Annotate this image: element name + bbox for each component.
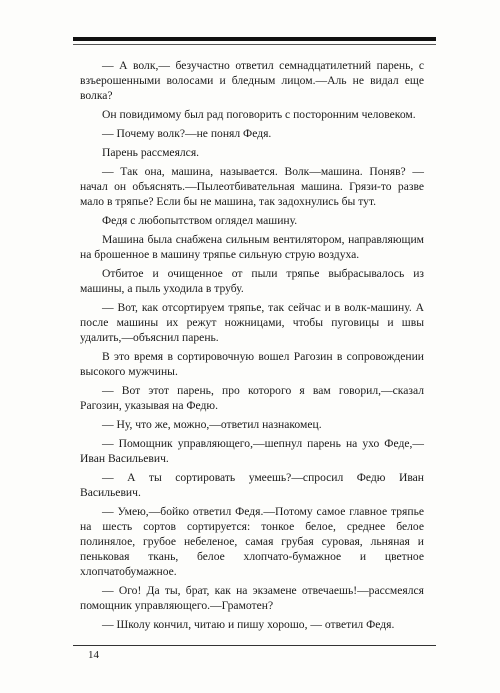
bottom-rule [73, 645, 436, 646]
paragraph: — А волк,— безучастно ответил семнадцатилетний парень, с взъерошенными волосами и бледным лицом.—Аль не видал еще волка? [80, 59, 424, 103]
top-rule [73, 37, 436, 41]
paragraph: Отбитое и очищенное от пыли тряпье выбрасывалось из машины, а пыль уходила в трубу. [80, 266, 424, 295]
paragraph: — Вот этот парень, про которого я вам говорил,—сказал Рагозин, указывая на Федю. [80, 383, 424, 412]
paragraph: — Ого! Да ты, брат, как на экзамене отвечаешь!—рассмеялся помощник управляющего.—Грамотен? [80, 584, 424, 613]
body-text [80, 58, 424, 636]
paragraph: Федя с любопытством оглядел машину. [102, 213, 298, 227]
page-number: 14 [88, 649, 99, 661]
paragraph: — Вот, как отсортируем тряпье, так сейчас и в волк-машину. А после машины их режут ножницами, чтобы пуговицы и швы удалить,—объяснил парень. [80, 300, 424, 344]
top-rule-thin [73, 44, 436, 45]
paragraph: Он повидимому был рад поговорить с посторонним человеком. [102, 108, 416, 122]
paragraph: — Умею,—бойко ответил Федя.—Потому самое главное тряпье на шесть сортов сортируется: тонкое белое, среднее белое полинялое, грубое небеленое, самая грубая суровая, льняная и пеньковая ткань, белое хлопчато-бумажное и цветное хлопчатобумажное. [80, 504, 424, 579]
paragraph: — Ну, что же, можно,—ответил назнакомец. [102, 417, 322, 431]
paragraph: Парень рассмеялся. [102, 145, 200, 159]
paragraph: — А ты сортировать умеешь?—спросил Федю Иван Васильевич. [80, 470, 424, 499]
paragraph: — Помощник управляющего,—шепнул парень на ухо Феде,—Иван Васильевич. [80, 436, 424, 465]
paragraph: — Школу кончил, читаю и пишу хорошо, — ответил Федя. [102, 618, 395, 632]
paragraph: — Почему волк?—не понял Федя. [102, 127, 272, 140]
paragraph: — Так она, машина, называется. Волк—машина. Поняв? — начал он объяснять.—Пылеотбивательная машина. Грязи-то разве мало в тряпье? Если бы не машина, так задохнулись бы тут. [80, 164, 424, 208]
paragraph: В это время в сортировочную вошел Рагозин в сопровождении высокого мужчины. [80, 349, 424, 378]
paragraph: Машина была снабжена сильным вентилятором, направляющим на брошенное в машину тряпье сильную струю воздуха. [80, 232, 424, 261]
